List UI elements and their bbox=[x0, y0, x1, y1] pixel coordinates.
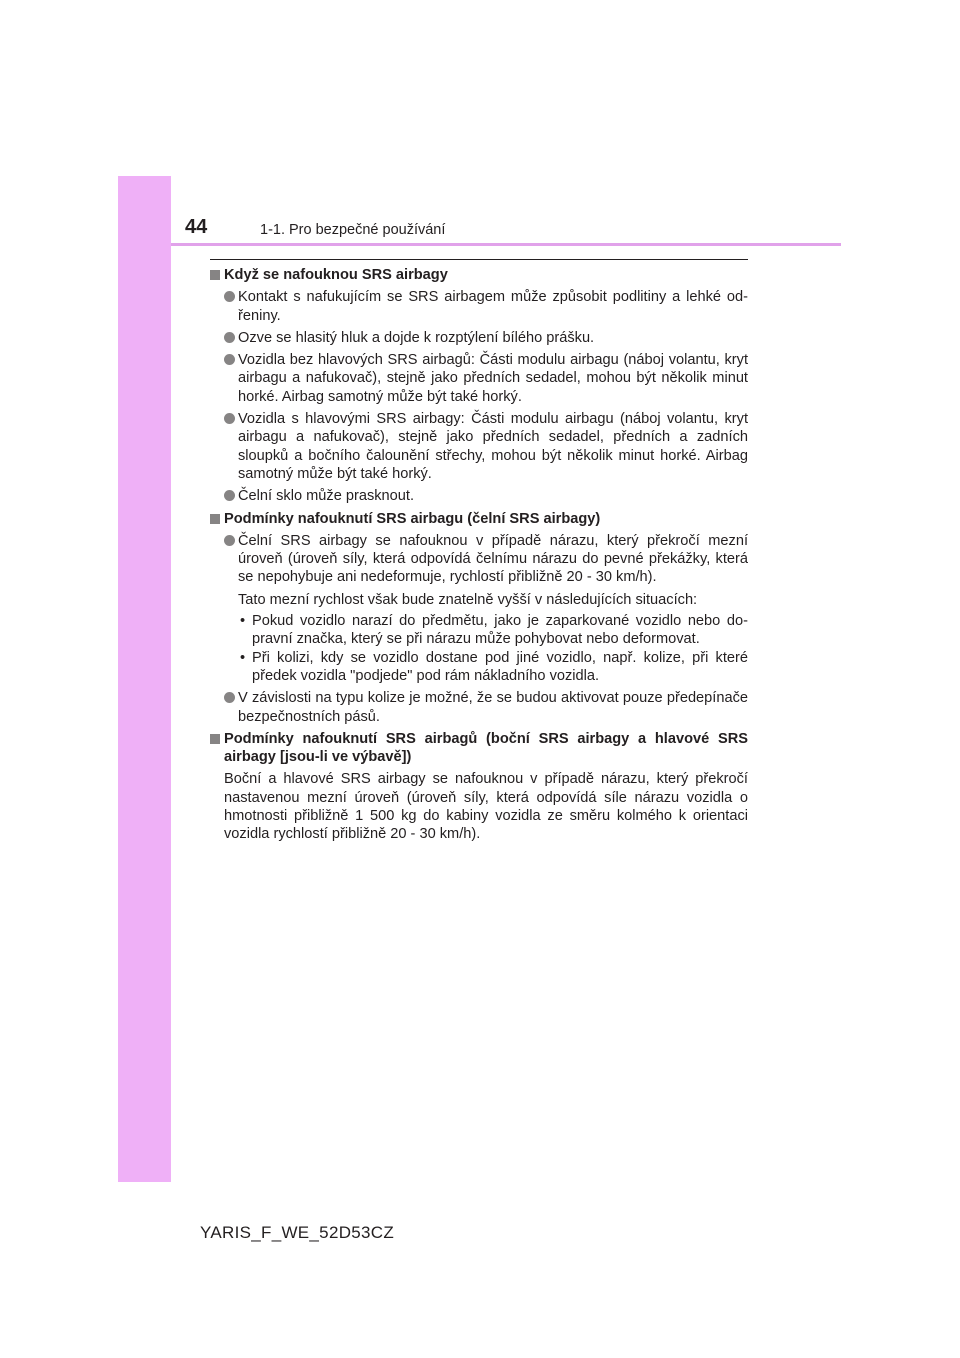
list-item bbox=[210, 351, 748, 406]
list-item-text: Vozidla s hlavovými SRS airbagy: Části modulu airbagu (náboj volantu, kryt airbagu a nafukovač), stejně jako předních sedadel, předních a zadních sloupků a bočního čalounění střechy, mohou být několik minut horké. Airbag samotný může být také horký. bbox=[238, 411, 748, 482]
page-content bbox=[210, 266, 748, 847]
page-number: 44 bbox=[185, 216, 208, 238]
sub-list-item bbox=[210, 612, 748, 649]
section-title: 1-1. Pro bezpečné používání bbox=[260, 222, 446, 238]
content-top-rule bbox=[210, 259, 748, 260]
round-bullet-icon bbox=[224, 291, 235, 302]
header-rule bbox=[171, 243, 841, 246]
square-bullet-icon bbox=[210, 514, 220, 524]
sub-list-item-text: Při kolizi, kdy se vozidlo dostane pod jiné vozidlo, např. kolize, při které předek vozidla "podjede" pod rám nákladního vozidla. bbox=[252, 649, 748, 684]
list-item bbox=[210, 329, 748, 347]
list-item-text: V závislosti na typu kolize je možné, že se budou aktivovat pouze předepínače bezpečnostních pásů. bbox=[238, 690, 748, 725]
sub-list-item-text: Pokud vozidlo narazí do předmětu, jako je zaparkované vozidlo nebo dopravní značka, který se při nárazu může pohybovat nebo deformovat. bbox=[252, 613, 748, 648]
paragraph: Tato mezní rychlost však bude znatelně vyšší v následujících situacích: bbox=[238, 591, 698, 608]
square-bullet-icon bbox=[210, 734, 220, 744]
list-item bbox=[210, 487, 748, 505]
chapter-tab-sidebar bbox=[118, 176, 171, 1182]
section-heading bbox=[210, 266, 748, 284]
dot-marker-icon: • bbox=[240, 649, 246, 666]
list-item bbox=[210, 410, 748, 483]
list-item-text: Čelní sklo může prasknout. bbox=[238, 488, 415, 505]
list-item bbox=[210, 689, 748, 726]
list-item bbox=[210, 288, 748, 325]
round-bullet-icon bbox=[224, 535, 235, 546]
section-heading-text: Podmínky nafouknutí SRS airbagů (boční SRS airbagy a hlavové SRS airbagy [jsou-li ve výbavě]) bbox=[224, 730, 748, 766]
list-item-text: Vozidla bez hlavových SRS airbagů: Části modulu airbagu (náboj volantu, kryt airbagu a nafukovač), stejně jako předních sedadel, mohou být několik minut horké. Airbag samotný může být také horký. bbox=[238, 352, 748, 405]
list-item-text: Čelní SRS airbagy se nafouknou v případě nárazu, který překročí mezní úroveň (úroveň síly, která odpovídá čelnímu nárazu do pevné překážky, která se nepohybuje ani nedeformuje, rychlostí přibližně 20 - 30 km/h). bbox=[238, 532, 748, 586]
paragraph: Boční a hlavové SRS airbagy se nafouknou v případě nárazu, který překročí nastavenou mezní úroveň (úroveň síly, která odpovídá síle nárazu vozidla o hmotnosti přibližně 1 500 kg do kabiny vozidla ze směru kolmého k orientaci vozidla rychlostí přibližně 20 - 30 km/h). bbox=[224, 771, 748, 843]
document-code: YARIS_F_WE_52D53CZ bbox=[200, 1223, 395, 1242]
section-heading-text: Když se nafouknou SRS airbagy bbox=[224, 267, 448, 283]
dot-marker-icon: • bbox=[240, 613, 246, 630]
section-heading-text: Podmínky nafouknutí SRS airbagu (čelní SRS airbagy) bbox=[224, 510, 601, 527]
square-bullet-icon bbox=[210, 270, 220, 280]
list-item-text: Ozve se hlasitý hluk a dojde k rozptýlení bílého prášku. bbox=[238, 329, 595, 346]
list-item bbox=[210, 532, 748, 587]
section-heading bbox=[210, 730, 748, 767]
round-bullet-icon bbox=[224, 692, 235, 703]
list-item-text: Kontakt s nafukujícím se SRS airbagem může způsobit podlitiny a lehké odřeniny. bbox=[238, 289, 748, 324]
section-heading bbox=[210, 510, 748, 528]
round-bullet-icon bbox=[224, 332, 235, 343]
sub-list-item bbox=[210, 649, 748, 686]
round-bullet-icon bbox=[224, 413, 235, 424]
round-bullet-icon bbox=[224, 490, 235, 501]
round-bullet-icon bbox=[224, 354, 235, 365]
